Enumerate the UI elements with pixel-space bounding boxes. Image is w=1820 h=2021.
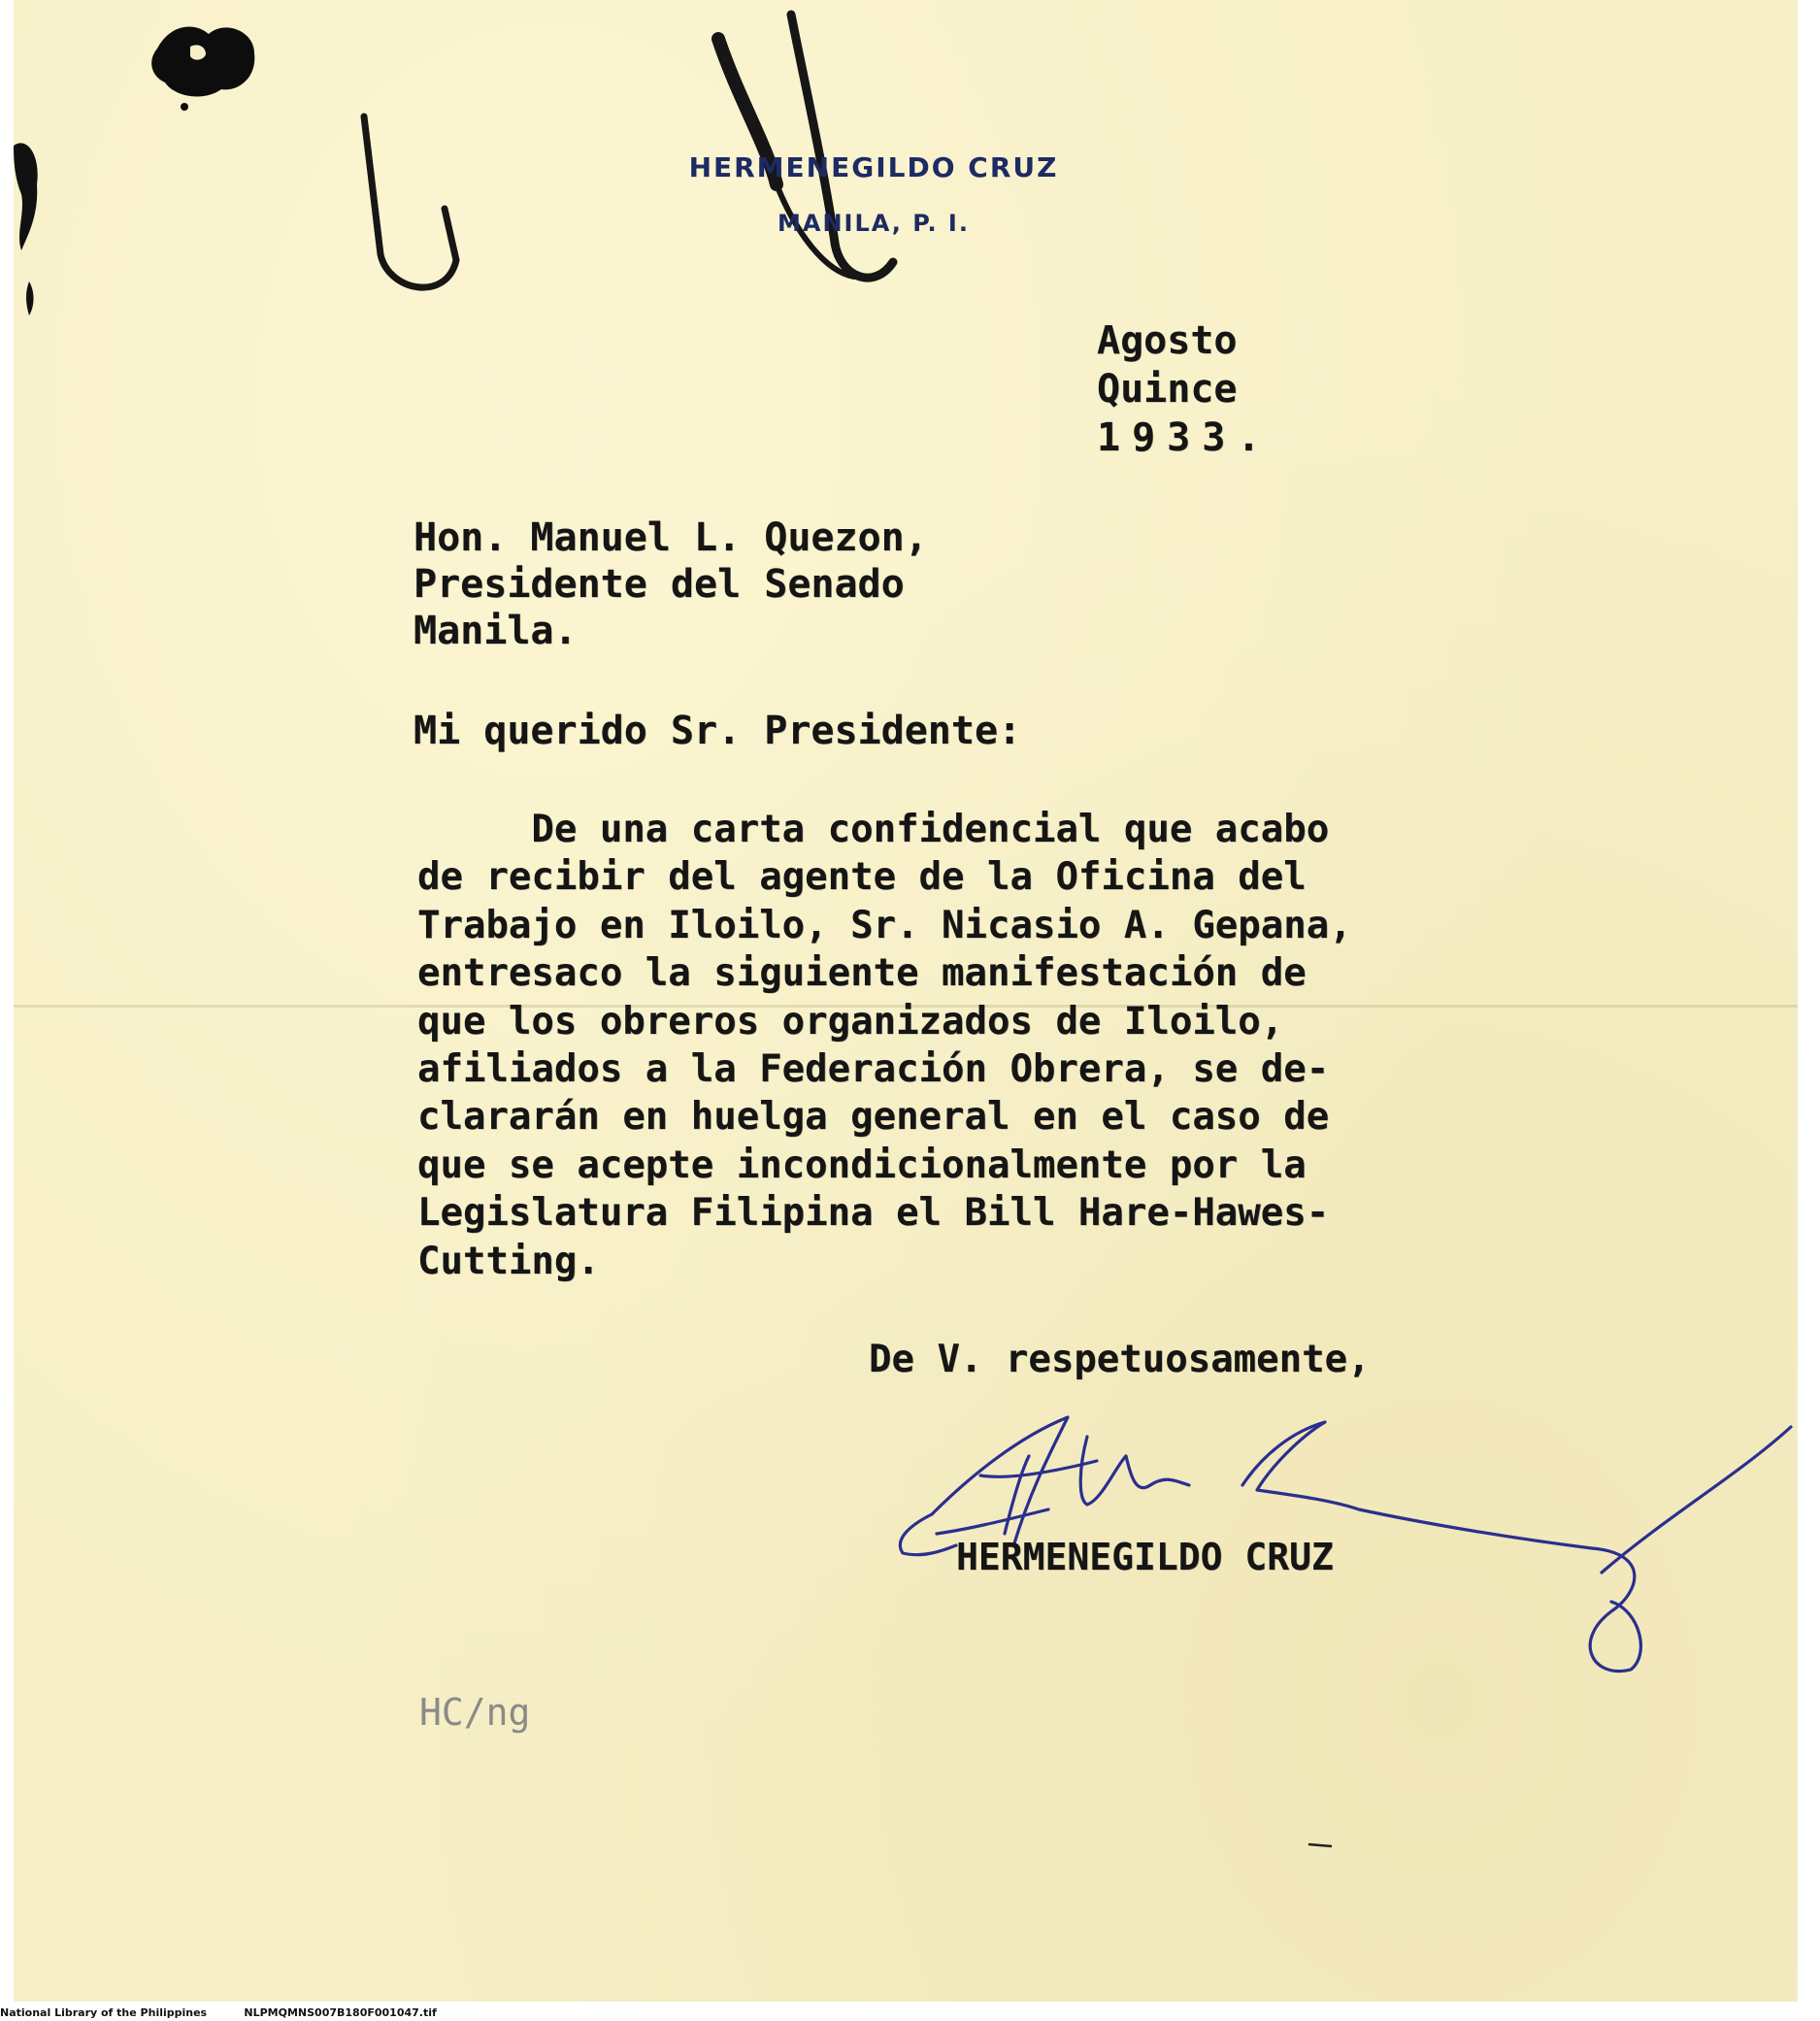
body-line: Trabajo en Iloilo, Sr. Nicasio A. Gepana, bbox=[417, 903, 1352, 947]
body-line: De una carta confidencial que acabo bbox=[417, 808, 1330, 851]
small-ink-mark bbox=[1308, 1844, 1332, 1846]
addressee-line: Manila. bbox=[414, 609, 578, 653]
letterhead-name: HERMENEGILDO CRUZ bbox=[688, 151, 1059, 183]
addressee-block bbox=[414, 514, 928, 654]
footer-library: National Library of the Philippines bbox=[0, 2006, 208, 2019]
body-line: que se acepte incondicionalmente por la bbox=[417, 1143, 1307, 1187]
reference-initials: HC/ng bbox=[419, 1691, 531, 1734]
letter-body bbox=[417, 806, 1352, 1285]
letterhead-place: MANILA, P. I. bbox=[778, 210, 970, 237]
signature-name: HERMENEGILDO CRUZ bbox=[956, 1536, 1334, 1578]
date-month: Agosto bbox=[1097, 318, 1238, 363]
salutation: Mi querido Sr. Presidente: bbox=[414, 709, 1022, 753]
left-edge-marks bbox=[14, 143, 38, 315]
date-year: 1933. bbox=[1097, 415, 1273, 460]
ink-blot bbox=[151, 26, 254, 111]
body-line: entresaco la siguiente manifestación de bbox=[417, 951, 1307, 996]
body-line: de recibir del agente de la Oficina del bbox=[417, 855, 1307, 900]
body-line: Cutting. bbox=[417, 1239, 600, 1283]
date-day: Quince bbox=[1097, 367, 1238, 412]
body-line: Legislatura Filipina el Bill Hare-Hawes- bbox=[417, 1191, 1330, 1236]
closing: De V. respetuosamente, bbox=[869, 1338, 1371, 1381]
body-line: clararán en huelga general en el caso de bbox=[417, 1095, 1330, 1140]
addressee-line: Presidente del Senado bbox=[414, 562, 905, 607]
date-block bbox=[1097, 316, 1272, 462]
footer-filename: NLPMQMNS007B180F001047.tif bbox=[244, 2006, 437, 2019]
archive-footer bbox=[0, 2006, 437, 2019]
body-line: afiliados a la Federación Obrera, se de- bbox=[417, 1047, 1330, 1092]
addressee-line: Hon. Manuel L. Quezon, bbox=[414, 515, 928, 560]
body-line: que los obreros organizados de Iloilo, bbox=[417, 999, 1284, 1044]
